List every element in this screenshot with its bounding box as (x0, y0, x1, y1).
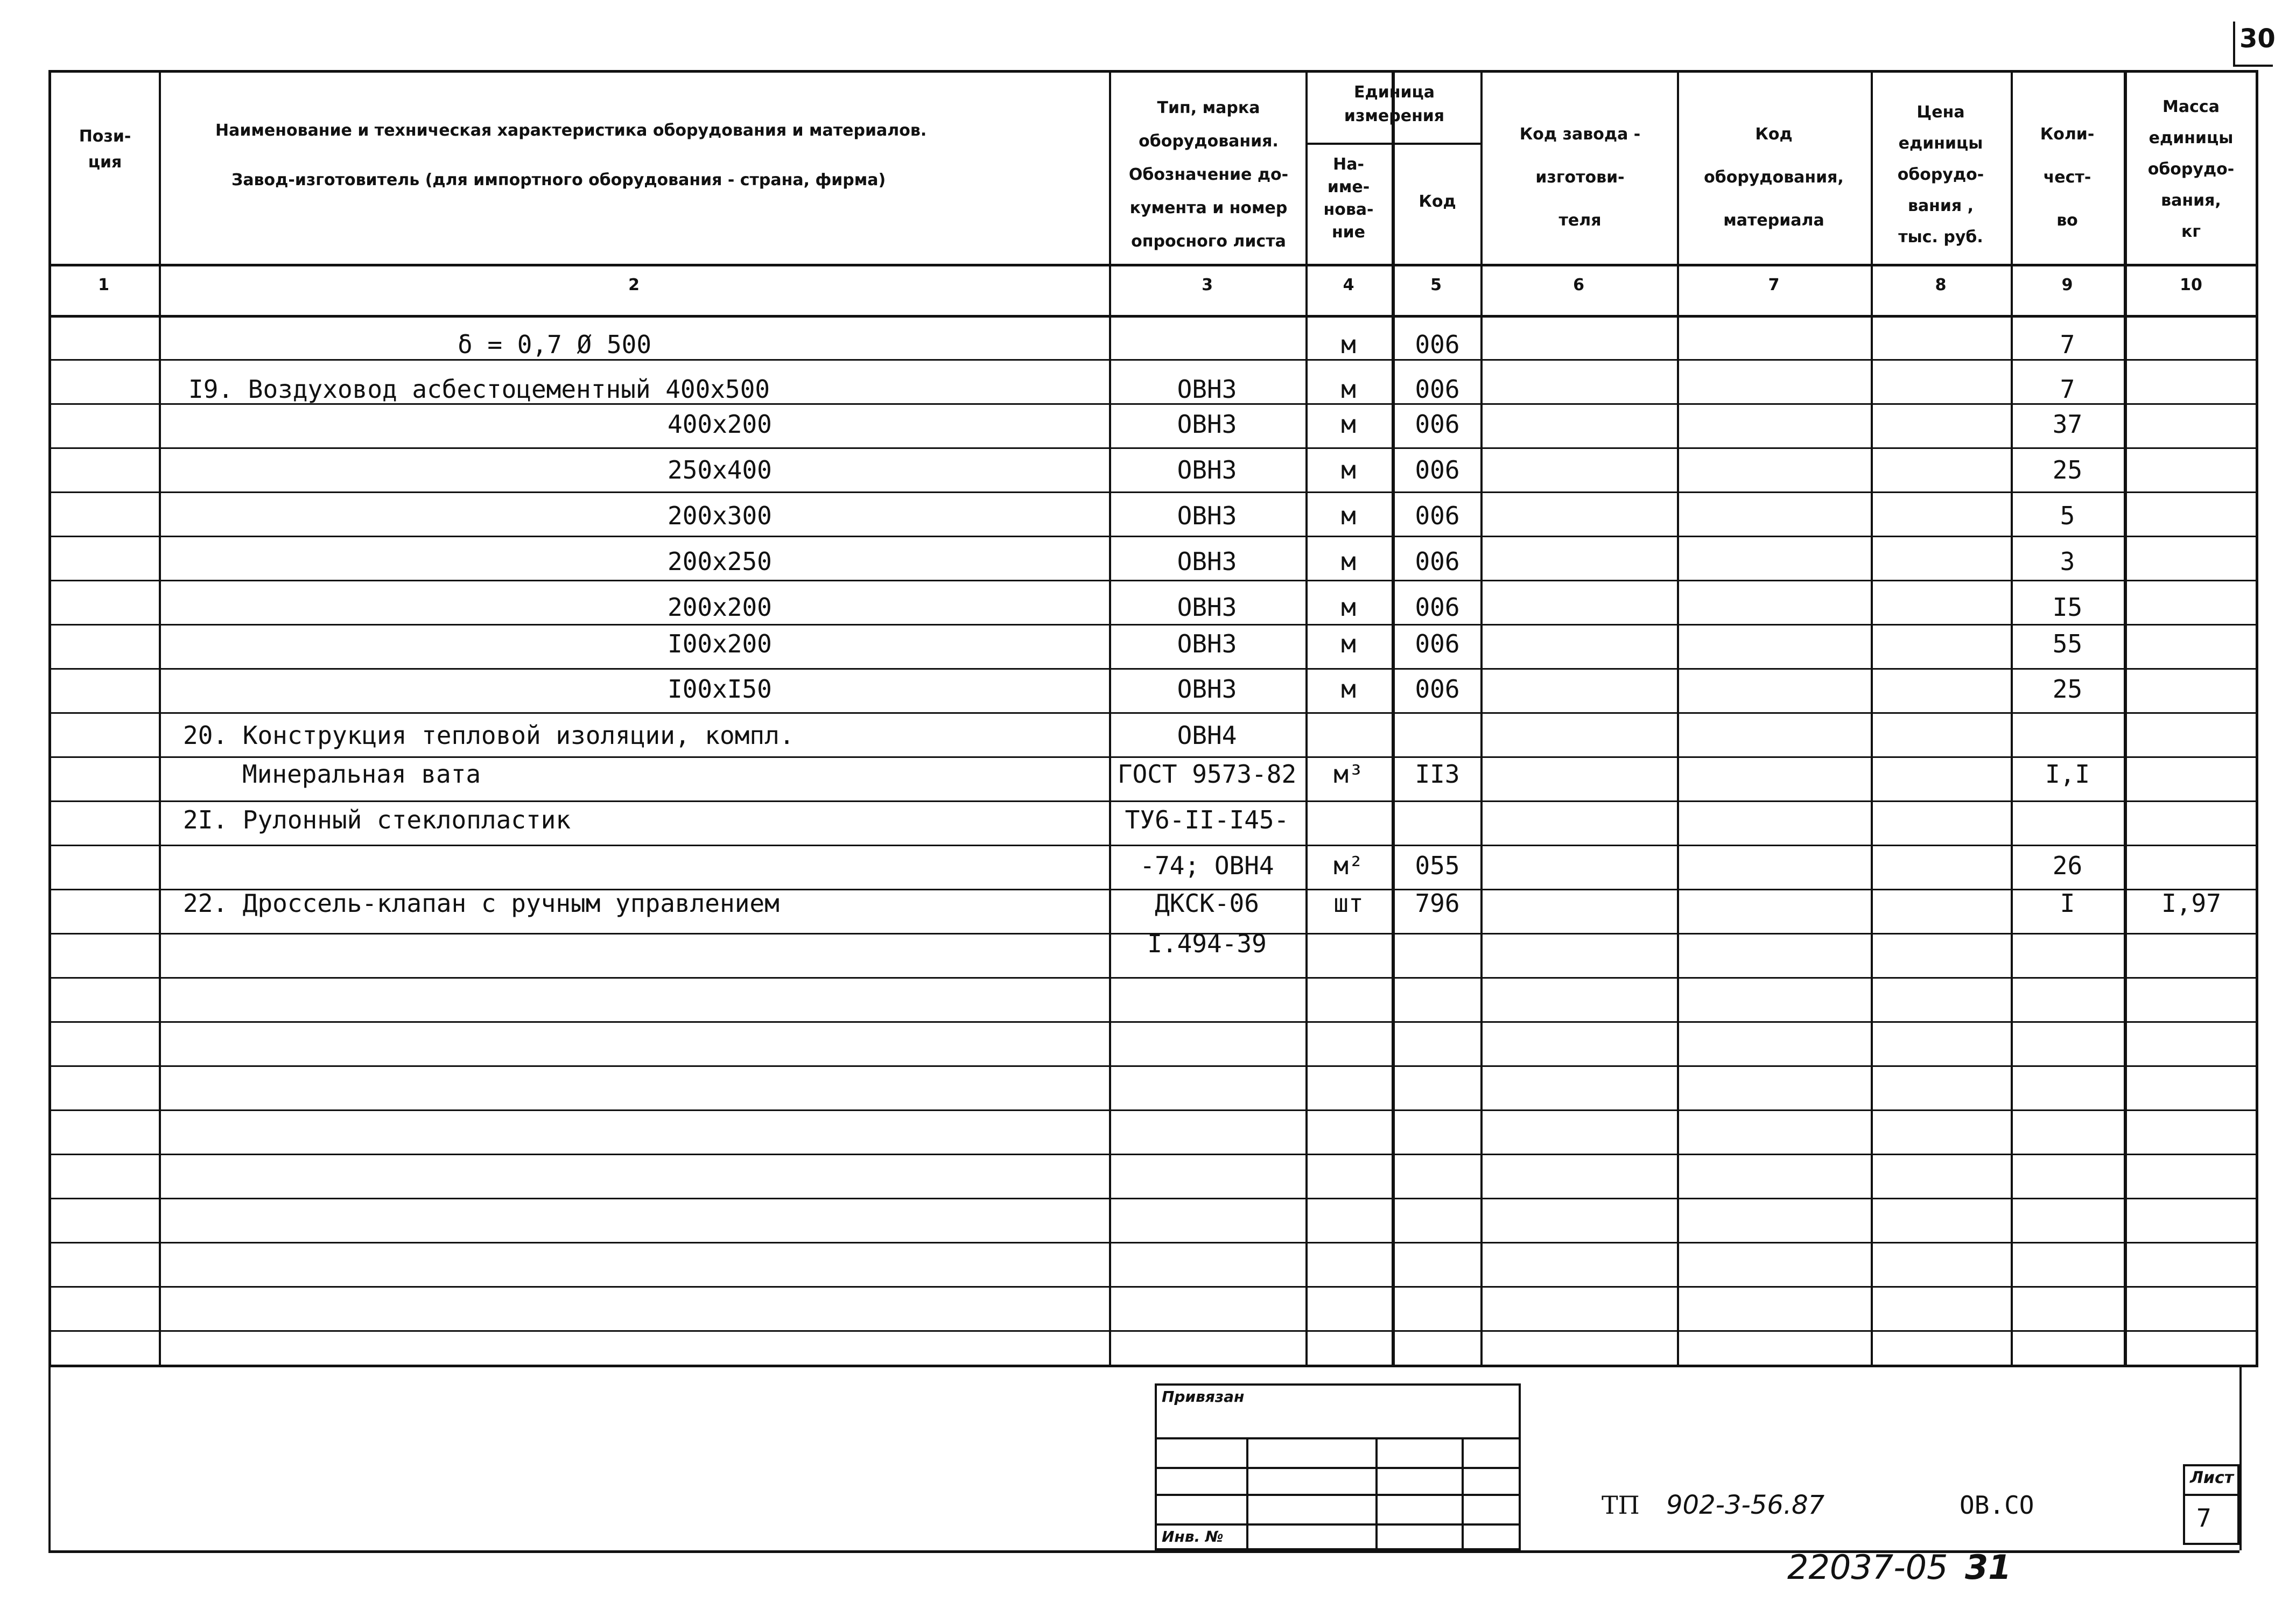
footer-page: 31 (1965, 1548, 2012, 1587)
header-equipment-code: Код оборудования, материала (1704, 125, 1844, 230)
row-line (48, 536, 2258, 537)
column-number: 4 (1343, 276, 1354, 294)
column-number: 10 (2180, 276, 2202, 294)
row-name: 22. Дроссель-клапан с ручным управлением (183, 889, 780, 918)
row-unit: м (1341, 410, 1356, 439)
stamp-divider (1462, 1437, 1464, 1550)
column-number: 7 (1768, 276, 1780, 294)
stamp-inv: Инв. № (1162, 1528, 1224, 1545)
header-name-line2: Завод-изготовитель (для импортного оборудования - страна, фирма) (231, 171, 886, 189)
row-quantity: 3 (2060, 547, 2075, 576)
row-type: I.494-39 (1147, 929, 1267, 958)
row-line (48, 1065, 2258, 1067)
row-line (48, 624, 2258, 626)
row-code: II3 (1415, 760, 1460, 789)
row-line (48, 447, 2258, 449)
row-unit: м (1341, 455, 1356, 484)
row-line (48, 491, 2258, 493)
row-line (48, 712, 2258, 714)
row-line (48, 845, 2258, 846)
column-number: 8 (1935, 276, 1947, 294)
column-number: 9 (2061, 276, 2073, 294)
unit-group-divider (1305, 143, 1480, 145)
row-code: 006 (1415, 330, 1460, 359)
stamp-divider (1246, 1437, 1248, 1550)
list-label: Лист (2190, 1469, 2234, 1487)
column-number: 6 (1573, 276, 1584, 294)
row-unit: м (1341, 501, 1356, 530)
row-type: -74; ОВН4 (1140, 851, 1274, 880)
row-type: ГОСТ 9573-82 (1117, 760, 1297, 789)
row-line (48, 1021, 2258, 1023)
row-name: 250х400 (668, 455, 772, 484)
header-type: Тип, марка оборудования. Обозначение до- кумента и номер опросного листа (1128, 99, 1289, 251)
row-line (48, 1330, 2258, 1332)
row-unit: м³ (1333, 760, 1364, 789)
header-unit-group: Единица измерения (1344, 83, 1445, 125)
row-type: ОВН3 (1177, 593, 1237, 622)
column-number: 2 (628, 276, 640, 294)
row-name: 20. Конструкция тепловой изоляции, компл. (183, 721, 795, 750)
footer-number: 22037-05 (1787, 1548, 1948, 1587)
stamp-divider (1375, 1437, 1378, 1550)
header-bottom-line (48, 264, 2258, 266)
stamp-line (1155, 1494, 1521, 1496)
row-code: 796 (1415, 889, 1460, 918)
row-quantity: I (2060, 889, 2075, 918)
row-name: δ = 0,7 Ø 500 (458, 330, 652, 359)
row-quantity: 7 (2060, 375, 2075, 404)
row-name: I00х200 (668, 629, 772, 658)
row-type: ОВН3 (1177, 410, 1237, 439)
header-price: Цена единицы оборудо- вания , тыс. руб. (1897, 103, 1984, 247)
row-type: ТУ6-II-I45- (1125, 805, 1289, 834)
row-quantity: 5 (2060, 501, 2075, 530)
row-quantity: I,I (2045, 760, 2090, 789)
stamp-privyazan: Привязан (1162, 1388, 1245, 1406)
column-number: 3 (1202, 276, 1213, 294)
row-name: I9. Воздуховод асбестоцементный 400х500 (188, 375, 770, 404)
row-line (48, 668, 2258, 670)
row-quantity: 55 (2052, 629, 2083, 658)
row-code: 006 (1415, 674, 1460, 704)
row-line (48, 977, 2258, 979)
row-type: ОВН3 (1177, 455, 1237, 484)
row-code: 006 (1415, 547, 1460, 576)
row-unit: м (1341, 330, 1356, 359)
row-type: ДКСК-06 (1155, 889, 1259, 918)
designation-number: 902-3-56.87 (1666, 1490, 1825, 1520)
row-code: 006 (1415, 593, 1460, 622)
row-type: ОВН3 (1177, 629, 1237, 658)
row-quantity: I5 (2052, 593, 2083, 622)
row-name: 200х200 (668, 593, 772, 622)
row-line (48, 800, 2258, 802)
row-type: ОВН3 (1177, 375, 1237, 404)
sheet-number-text: 30 (2239, 24, 2276, 54)
row-line (48, 756, 2258, 758)
stamp-line (1155, 1467, 1521, 1469)
row-unit: м (1341, 593, 1356, 622)
stamp-line (1155, 1523, 1521, 1526)
row-quantity: 37 (2052, 410, 2083, 439)
row-line (48, 1154, 2258, 1155)
designation-prefix: ТП (1602, 1491, 1640, 1520)
row-line (48, 1109, 2258, 1111)
header-name-line1: Наименование и техническая характеристика оборудования и материалов. (215, 121, 927, 140)
colnum-bottom-line (48, 315, 2258, 318)
row-code: 006 (1415, 410, 1460, 439)
column-number: 1 (98, 276, 109, 294)
stamp-line (1155, 1437, 1521, 1439)
row-line (48, 1198, 2258, 1199)
header-maker-code: Код завода - изготови- теля (1519, 125, 1641, 230)
row-name: 200х300 (668, 501, 772, 530)
header-quantity: Коли- чест- во (2040, 125, 2095, 230)
designation-suffix: ОВ.СО (1960, 1491, 2034, 1520)
header-unit-code: Код (1419, 192, 1456, 211)
row-name: Минеральная вата (242, 760, 481, 789)
header-mass: Масса единицы оборудо- вания, кг (2147, 97, 2235, 241)
column-number: 5 (1430, 276, 1442, 294)
row-line (48, 1286, 2258, 1288)
row-name: I00хI50 (668, 674, 772, 704)
row-name: 400х200 (668, 410, 772, 439)
row-quantity: 7 (2060, 330, 2075, 359)
row-name: 2I. Рулонный стеклопластик (183, 805, 571, 834)
row-name: 200х250 (668, 547, 772, 576)
row-quantity: 25 (2052, 455, 2083, 484)
row-type: ОВН3 (1177, 674, 1237, 704)
row-quantity: 25 (2052, 674, 2083, 704)
row-quantity: 26 (2052, 851, 2083, 880)
row-unit: шт (1333, 889, 1364, 918)
row-type: ОВН3 (1177, 501, 1237, 530)
row-unit: м (1341, 547, 1356, 576)
row-unit: м (1341, 375, 1356, 404)
row-code: 006 (1415, 629, 1460, 658)
row-line (48, 359, 2258, 361)
row-type: ОВН3 (1177, 547, 1237, 576)
row-code: 006 (1415, 375, 1460, 404)
row-unit: м (1341, 629, 1356, 658)
row-mass: I,97 (2161, 889, 2221, 918)
row-line (48, 1242, 2258, 1243)
row-code: 006 (1415, 501, 1460, 530)
row-type: ОВН4 (1177, 721, 1237, 750)
row-unit: м² (1333, 851, 1364, 880)
row-line (48, 580, 2258, 581)
row-code: 006 (1415, 455, 1460, 484)
row-code: 055 (1415, 851, 1460, 880)
row-unit: м (1341, 674, 1356, 704)
header-position: Пози- ция (79, 127, 131, 172)
list-number: 7 (2196, 1503, 2211, 1533)
header-unit-name: На- име- нова- ние (1323, 155, 1374, 242)
